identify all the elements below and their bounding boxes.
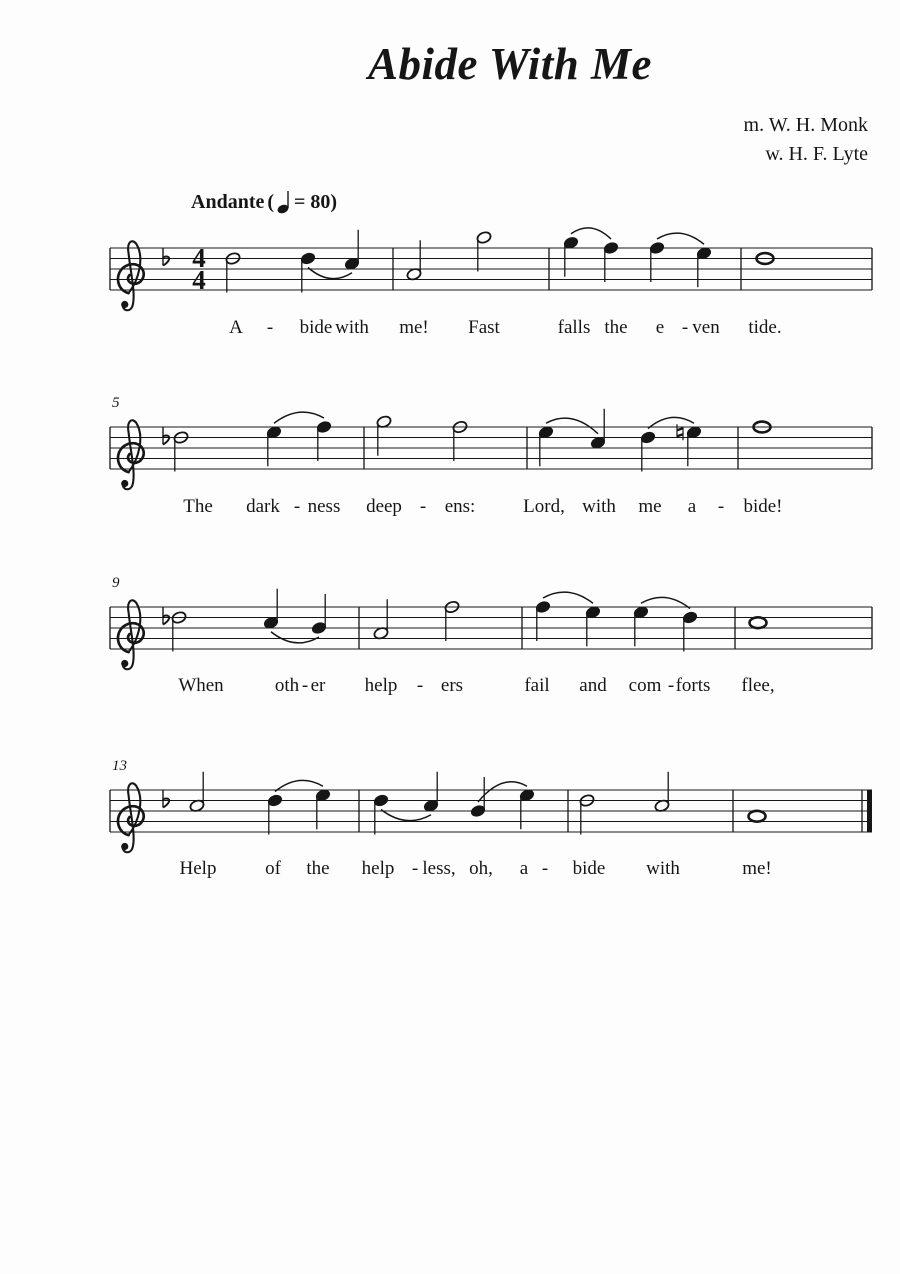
lyric-syllable: The [183,496,213,517]
composer-credit: m. W. H. Monk [743,114,868,136]
lyric-syllable: with [335,317,369,338]
lyric-syllable: - [681,317,689,338]
lyric-syllable: dark [246,496,280,517]
lyric-syllable: - [541,858,549,879]
lyric-syllable: oh, [469,858,493,879]
lyric-syllable: falls [557,317,591,338]
lyric-syllable: e [655,317,665,338]
lyric-syllable: tide. [748,317,782,338]
time-signature-top: 4 [192,243,206,273]
lyric-syllable: me [638,496,662,517]
lyric-syllable: with [582,496,616,517]
lyric-syllable: ens: [444,496,476,517]
lyric-syllable: the [306,858,330,879]
lyric-syllable: When [178,675,224,696]
treble-clef-icon [118,241,144,310]
lyric-syllable: with [646,858,680,879]
slur [546,418,598,434]
tempo-word: Andante [191,190,265,213]
lyric-syllable: help [364,675,398,696]
lyric-syllable: and [579,675,607,696]
treble-clef-icon [118,420,144,489]
lyric-syllable: deep [366,496,402,517]
lyric-syllable: less, [422,858,456,879]
lyric-syllable: help [361,858,395,879]
lyric-syllable: - [411,858,419,879]
slur [478,782,527,802]
lyric-syllable: - [301,675,309,696]
measure-number: 5 [112,395,120,411]
staff-system-3 [110,575,872,696]
lyric-syllable: - [419,496,427,517]
flat-icon [163,790,169,808]
flat-icon [163,607,169,625]
lyric-syllable: bide! [743,496,783,517]
measure-number: 13 [112,758,127,774]
slur [271,632,319,643]
slur [543,592,593,603]
lyric-syllable: er [310,675,326,696]
tempo-value: = 80) [294,190,338,213]
staff-system-1 [110,228,872,338]
slur [571,228,611,239]
lyric-syllable: the [604,317,628,338]
lyric-syllable: - [667,675,675,696]
whole-note [749,811,766,822]
lyric-syllable: ers [440,675,464,696]
time-signature-bottom: 4 [192,265,206,295]
whole-note [750,617,767,628]
lyric-syllable: - [416,675,424,696]
lyric-syllable: a [687,496,697,517]
lyric-syllable: bide [572,858,606,879]
lyric-syllable: of [265,858,281,879]
lyric-syllable: - [717,496,725,517]
lyric-syllable: a [519,858,529,879]
lyric-syllable: me! [742,858,772,879]
staff-system-4 [110,758,872,879]
final-barline-thick [867,790,872,832]
lyric-syllable: bide [299,317,333,338]
lyric-syllable: Lord, [523,496,565,517]
tempo-open: ( [267,190,275,213]
treble-clef-icon [118,783,144,852]
lyric-syllable: com [628,675,662,696]
lyric-syllable: Fast [468,317,500,338]
lyric-syllable: - [266,317,274,338]
lyric-syllable: oth [274,675,300,696]
lyric-syllable: flee, [741,675,775,696]
flat-icon [163,248,169,266]
lyric-syllable: fail [524,675,550,696]
lyric-syllable: ness [307,496,341,517]
staff-system-2 [110,395,872,517]
lyric-syllable: Help [179,858,217,879]
lyric-syllable: - [293,496,301,517]
lyricist-credit: w. H. F. Lyte [765,143,868,165]
slur [657,233,704,244]
lyric-syllable: me! [399,317,429,338]
slur [274,412,324,423]
treble-clef-icon [118,600,144,669]
flat-icon [163,427,169,445]
lyric-syllable: forts [675,675,711,696]
lyric-syllable: ven [692,317,720,338]
lyric-syllable: A [229,317,243,338]
measure-number: 9 [112,575,120,591]
song-title: Abide With Me [367,39,653,89]
